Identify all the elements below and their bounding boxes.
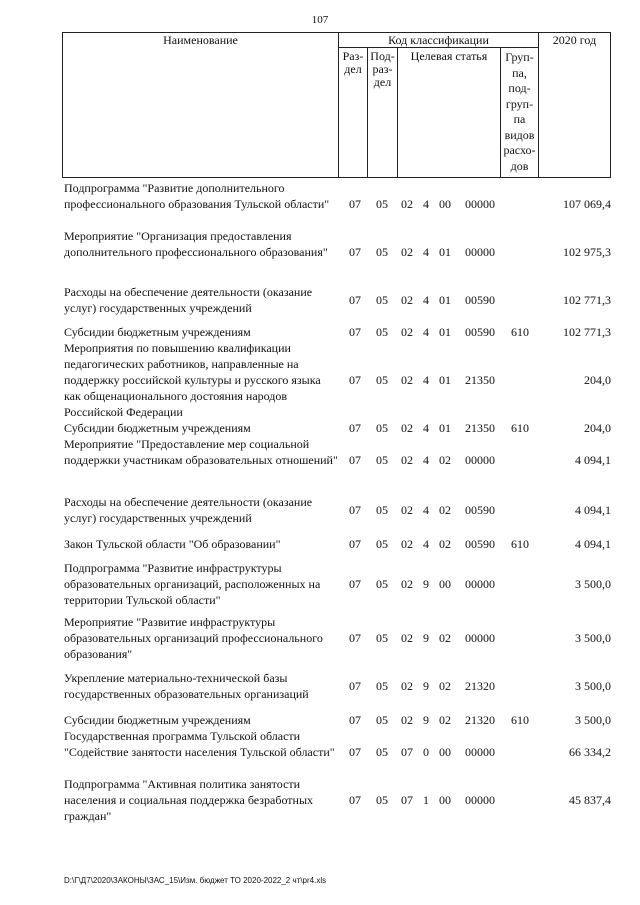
razdel-cell: 07	[349, 245, 361, 259]
row-name: Мероприятия по повышению квалификации педагогических работников, направленные на поддержку российской культуры и русского языка как общенационального достояния народов Российской Федерации	[64, 341, 321, 419]
cs4-cell: 00590	[465, 537, 495, 551]
header-group: Груп- па, под- груп- па видов расхо- дов	[503, 50, 536, 173]
header-target-article: Целевая статья	[410, 49, 488, 63]
group-cell: 610	[511, 325, 529, 339]
row-name: Укрепление материально-технической базы государственных образовательных организаций	[64, 671, 309, 701]
cs4-cell: 00000	[465, 197, 495, 211]
cs2-cell: 4	[423, 503, 429, 517]
cs2-cell: 9	[423, 631, 429, 645]
cs2-cell: 4	[423, 537, 429, 551]
razdel-cell: 07	[349, 537, 361, 551]
podrazdel-cell: 05	[376, 577, 388, 591]
row-name: Закон Тульской области "Об образовании"	[64, 537, 281, 551]
cs2-cell: 4	[423, 325, 429, 339]
cs1-cell: 02	[401, 631, 413, 645]
cs4-cell: 21320	[465, 713, 495, 727]
cs1-cell: 02	[401, 503, 413, 517]
row-name: Подпрограмма "Активная политика занятости населения и социальная поддержка безработных граждан"	[64, 777, 314, 823]
cs2-cell: 4	[423, 293, 429, 307]
row-name: Мероприятие "Развитие инфраструктуры образовательных организаций профессионального образования"	[64, 615, 323, 661]
cs1-cell: 02	[401, 293, 413, 307]
cs3-cell: 02	[439, 453, 451, 467]
cs3-cell: 02	[439, 537, 451, 551]
amount-cell: 45 837,4	[569, 793, 611, 807]
cs3-cell: 02	[439, 713, 451, 727]
cs1-cell: 07	[401, 793, 413, 807]
razdel-cell: 07	[349, 453, 361, 467]
cs4-cell: 21350	[465, 373, 495, 387]
amount-cell: 3 500,0	[575, 631, 611, 645]
row-name: Мероприятие "Предоставление мер социальной поддержки участникам образовательных отношений"	[64, 437, 338, 467]
header-name-cell	[62, 32, 339, 178]
cs1-cell: 02	[401, 421, 413, 435]
podrazdel-cell: 05	[376, 679, 388, 693]
cs3-cell: 00	[439, 745, 451, 759]
podrazdel-cell: 05	[376, 293, 388, 307]
cs3-cell: 01	[439, 421, 451, 435]
row-name: Расходы на обеспечение деятельности (оказание услуг) государственных учреждений	[64, 285, 313, 315]
razdel-cell: 07	[349, 793, 361, 807]
amount-cell: 102 771,3	[563, 325, 611, 339]
cs2-cell: 4	[423, 453, 429, 467]
cs4-cell: 00000	[465, 745, 495, 759]
cs3-cell: 00	[439, 577, 451, 591]
podrazdel-cell: 05	[376, 453, 388, 467]
cs2-cell: 4	[423, 245, 429, 259]
podrazdel-cell: 05	[376, 373, 388, 387]
podrazdel-cell: 05	[376, 537, 388, 551]
cs2-cell: 4	[423, 421, 429, 435]
header-year: 2020 год	[552, 33, 597, 47]
amount-cell: 3 500,0	[575, 577, 611, 591]
amount-cell: 4 094,1	[575, 537, 611, 551]
page-number: 107	[311, 14, 329, 26]
razdel-cell: 07	[349, 679, 361, 693]
row-name: Субсидии бюджетным учреждениям	[64, 713, 251, 727]
amount-cell: 204,0	[584, 373, 611, 387]
razdel-cell: 07	[349, 745, 361, 759]
razdel-cell: 07	[349, 577, 361, 591]
cs3-cell: 02	[439, 679, 451, 693]
cs4-cell: 00000	[465, 453, 495, 467]
row-name: Мероприятие "Организация предоставления дополнительного профессионального образования"	[64, 229, 328, 259]
cs1-cell: 02	[401, 713, 413, 727]
cs2-cell: 4	[423, 197, 429, 211]
cs1-cell: 07	[401, 745, 413, 759]
razdel-cell: 07	[349, 503, 361, 517]
cs1-cell: 02	[401, 679, 413, 693]
cs1-cell: 02	[401, 577, 413, 591]
amount-cell: 4 094,1	[575, 503, 611, 517]
header-classification: Код классификации	[388, 33, 489, 47]
cs1-cell: 02	[401, 325, 413, 339]
podrazdel-cell: 05	[376, 245, 388, 259]
cs3-cell: 01	[439, 293, 451, 307]
amount-cell: 3 500,0	[575, 679, 611, 693]
cs3-cell: 02	[439, 503, 451, 517]
cs1-cell: 02	[401, 197, 413, 211]
amount-cell: 4 094,1	[575, 453, 611, 467]
header-year-cell	[538, 32, 611, 178]
row-name: Подпрограмма "Развитие инфраструктуры образовательных организаций, расположенных на территории Тульской области"	[64, 561, 321, 607]
row-name: Субсидии бюджетным учреждениям	[64, 421, 251, 435]
razdel-cell: 07	[349, 631, 361, 645]
cs2-cell: 0	[423, 745, 429, 759]
razdel-cell: 07	[349, 197, 361, 211]
amount-cell: 107 069,4	[563, 197, 611, 211]
amount-cell: 102 771,3	[563, 293, 611, 307]
cs3-cell: 01	[439, 325, 451, 339]
cs4-cell: 21320	[465, 679, 495, 693]
razdel-cell: 07	[349, 421, 361, 435]
cs4-cell: 00000	[465, 793, 495, 807]
row-name: Государственная программа Тульской области "Содействие занятости населения Тульской области"	[64, 729, 335, 759]
razdel-cell: 07	[349, 325, 361, 339]
cs4-cell: 00590	[465, 503, 495, 517]
podrazdel-cell: 05	[376, 793, 388, 807]
cs1-cell: 02	[401, 453, 413, 467]
group-cell: 610	[511, 421, 529, 435]
row-name: Субсидии бюджетным учреждениям	[64, 325, 251, 339]
cs4-cell: 21350	[465, 421, 495, 435]
cs3-cell: 00	[439, 793, 451, 807]
podrazdel-cell: 05	[376, 421, 388, 435]
cs1-cell: 02	[401, 245, 413, 259]
cs3-cell: 01	[439, 373, 451, 387]
cs4-cell: 00000	[465, 631, 495, 645]
cs1-cell: 02	[401, 537, 413, 551]
group-cell: 610	[511, 713, 529, 727]
podrazdel-cell: 05	[376, 503, 388, 517]
amount-cell: 3 500,0	[575, 713, 611, 727]
razdel-cell: 07	[349, 293, 361, 307]
cs2-cell: 9	[423, 713, 429, 727]
cs3-cell: 01	[439, 245, 451, 259]
group-cell: 610	[511, 537, 529, 551]
header-name: Наименование	[163, 33, 238, 47]
amount-cell: 66 334,2	[569, 745, 611, 759]
header-subsection: Под- раз- дел	[370, 49, 395, 89]
cs2-cell: 4	[423, 373, 429, 387]
amount-cell: 102 975,3	[563, 245, 611, 259]
header-section: Раз- дел	[342, 49, 364, 76]
row-name: Расходы на обеспечение деятельности (оказание услуг) государственных учреждений	[64, 495, 313, 525]
cs4-cell: 00590	[465, 325, 495, 339]
podrazdel-cell: 05	[376, 713, 388, 727]
razdel-cell: 07	[349, 373, 361, 387]
row-name: Подпрограмма "Развитие дополнительного профессионального образования Тульской области"	[64, 181, 330, 211]
amount-cell: 204,0	[584, 421, 611, 435]
header-target-cell	[397, 47, 501, 178]
cs4-cell: 00590	[465, 293, 495, 307]
cs2-cell: 9	[423, 679, 429, 693]
cs2-cell: 1	[423, 793, 429, 807]
podrazdel-cell: 05	[376, 745, 388, 759]
file-path-footer: D:\Г\Д7\2020\ЗАКОНЫ\ЗАС_15\Изм. бюджет ТО 2020-2022_2 чт\pr4.xls	[64, 876, 327, 885]
cs3-cell: 02	[439, 631, 451, 645]
podrazdel-cell: 05	[376, 197, 388, 211]
razdel-cell: 07	[349, 713, 361, 727]
podrazdel-cell: 05	[376, 325, 388, 339]
cs2-cell: 9	[423, 577, 429, 591]
cs4-cell: 00000	[465, 577, 495, 591]
podrazdel-cell: 05	[376, 631, 388, 645]
cs1-cell: 02	[401, 373, 413, 387]
cs3-cell: 00	[439, 197, 451, 211]
cs4-cell: 00000	[465, 245, 495, 259]
